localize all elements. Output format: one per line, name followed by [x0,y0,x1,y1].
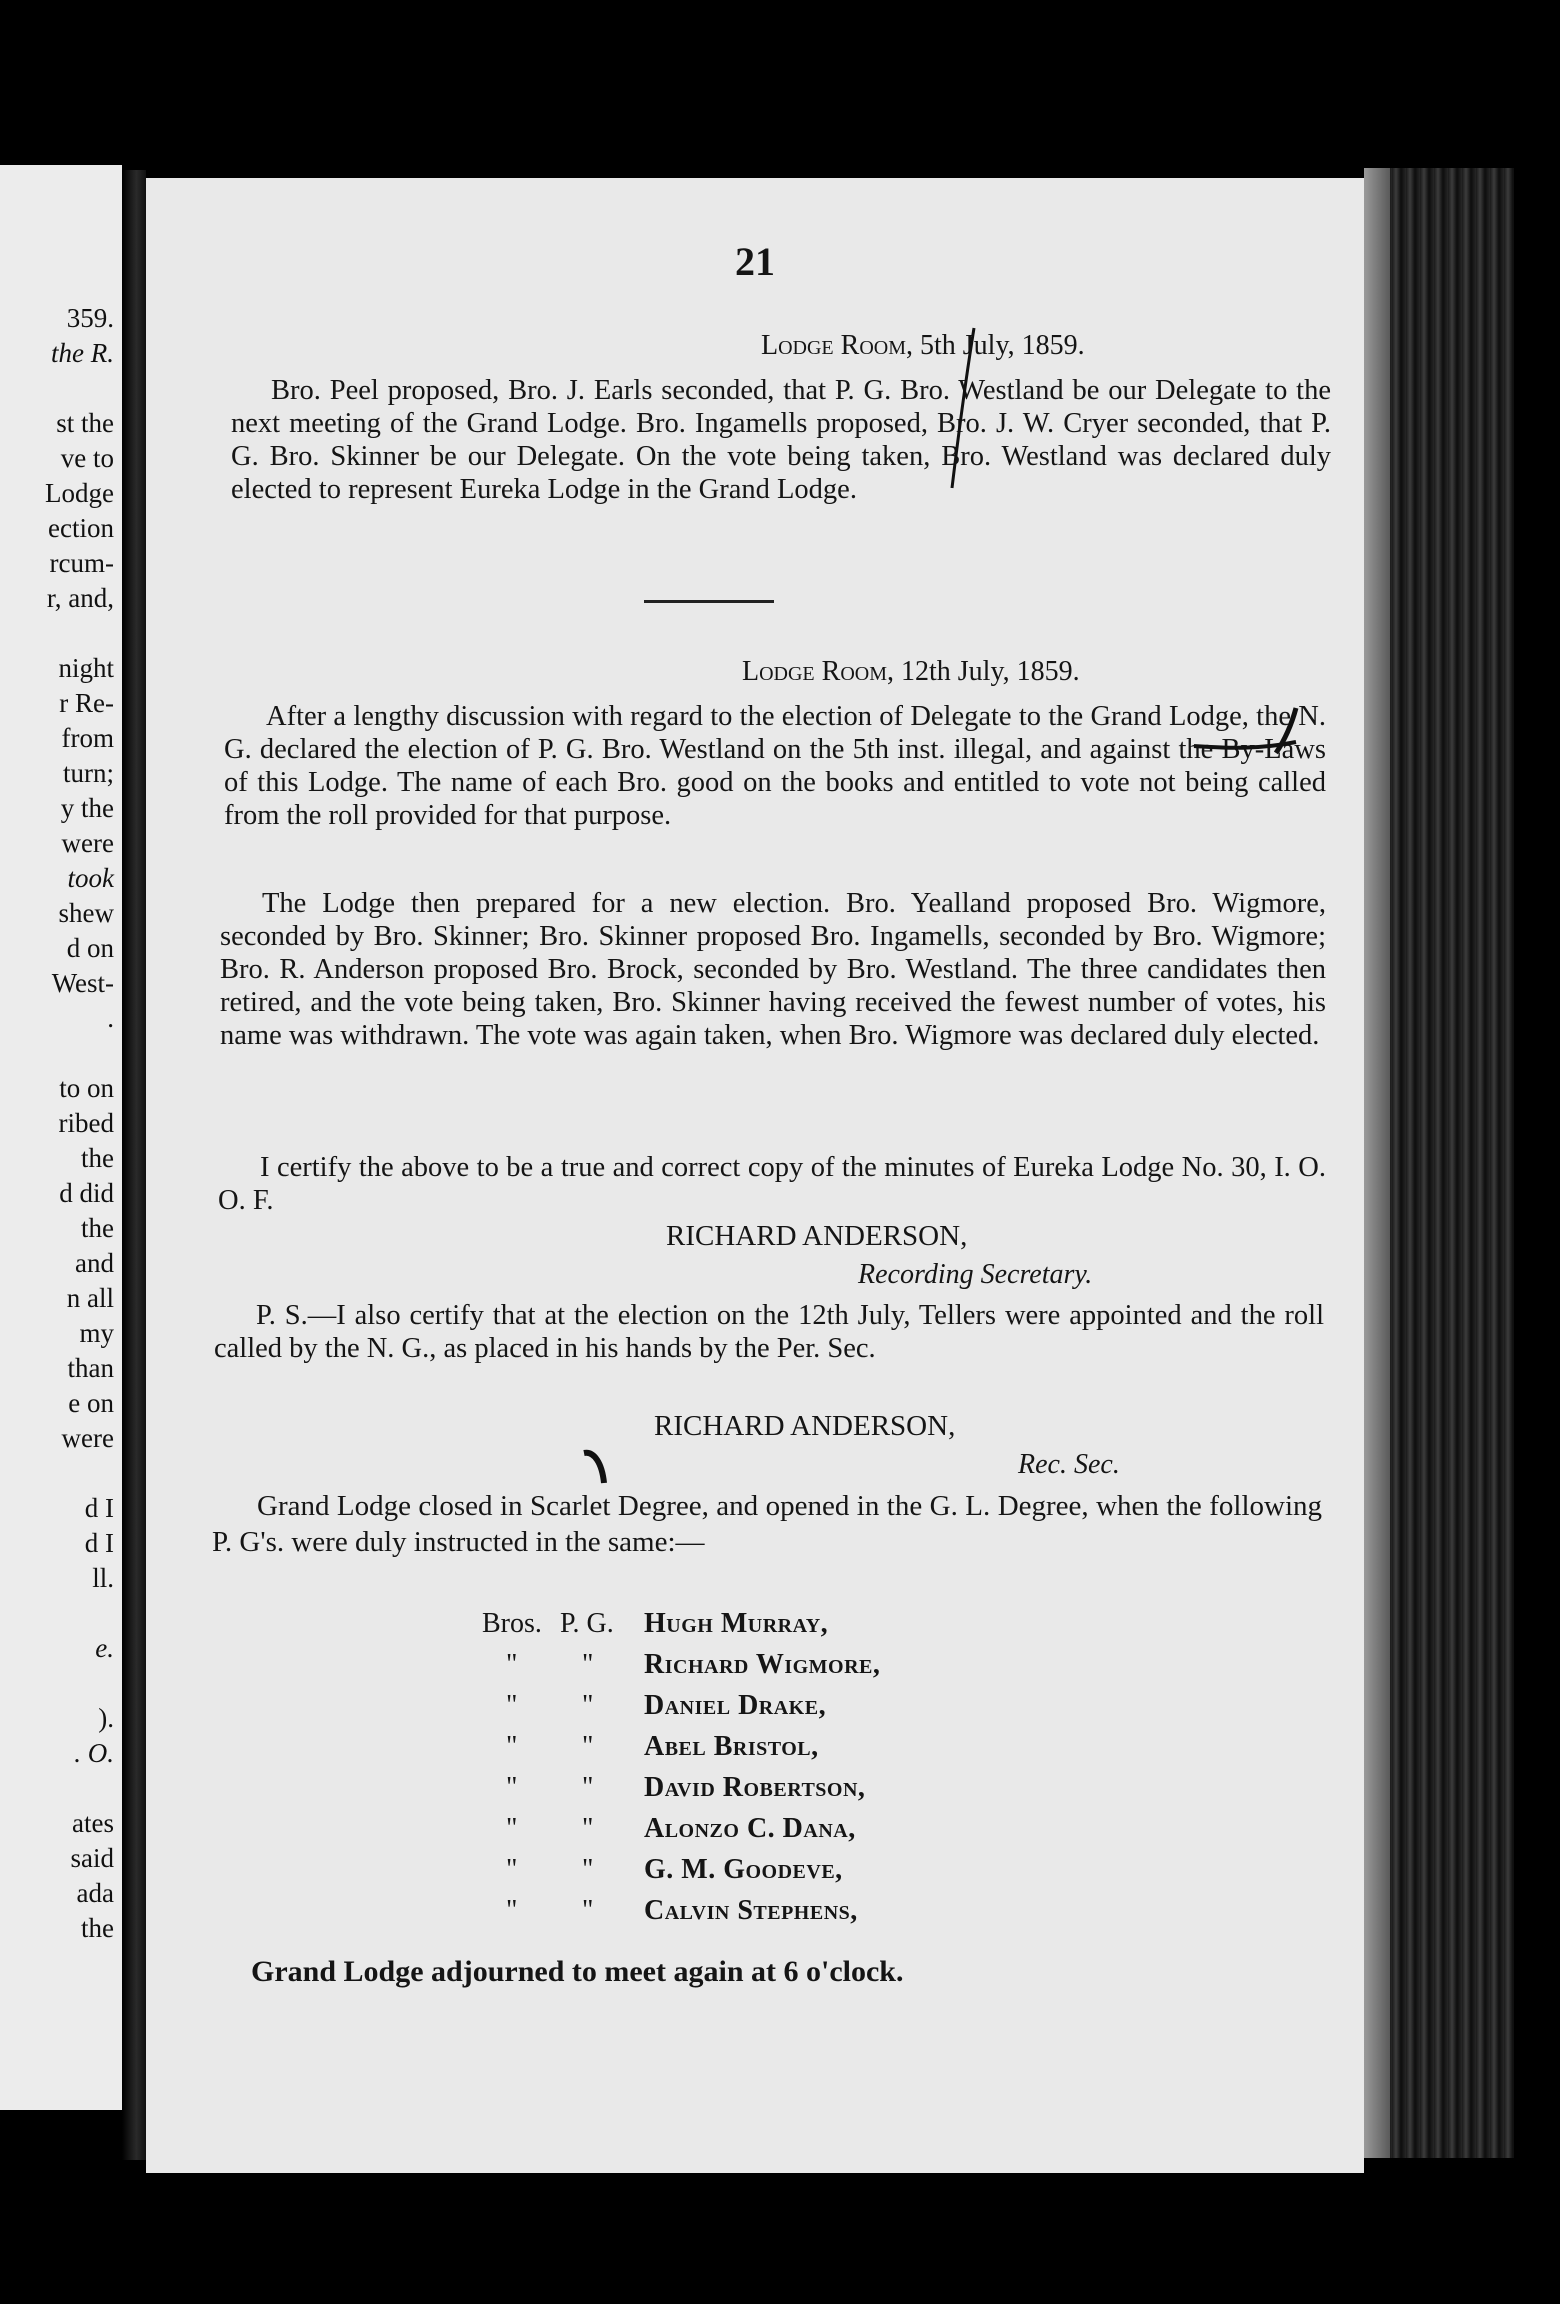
left-page-line: from [61,723,114,753]
adjacent-left-page [0,165,122,2110]
ditto-mark: " [506,1649,518,1680]
document-page [146,178,1364,2173]
left-page-line: r, and, [46,583,114,613]
left-page-line: West- [51,968,114,998]
adjournment-text: Grand Lodge adjourned to meet again at 6 o'clock. [251,1955,904,1988]
ditto-mark: " [582,1854,594,1885]
entry2-heading-label: Lodge Room [742,656,887,687]
pg-label: P. G. [560,1608,614,1639]
left-page-line: ve to [60,443,114,473]
member-name: David Robertson, [644,1772,866,1803]
entry2-heading [742,656,1080,688]
ditto-mark: " [506,1731,518,1762]
left-page-line: took [67,863,114,893]
ps-signature-name: RICHARD ANDERSON, [654,1410,956,1442]
entry2-heading-date: , 12th July, 1859. [887,656,1080,687]
ditto-mark: " [506,1772,518,1803]
left-page-line: shew [58,898,114,928]
section-divider [644,600,774,603]
handwritten-check-stroke [936,318,1006,648]
bros-label: Bros. [482,1608,542,1639]
ditto-mark: " [582,1731,594,1762]
left-page-line: n all [66,1283,114,1313]
left-page-line: ection [48,513,114,543]
left-page-line: ll. [92,1563,114,1593]
left-page-line: were [61,828,114,858]
left-page-line: st the [56,408,114,438]
ditto-mark: " [506,1895,518,1926]
left-page-line: y the [60,793,114,823]
ditto-mark: " [506,1813,518,1844]
signature-name: RICHARD ANDERSON, [666,1220,968,1252]
postscript-text: P. S.—I also certify that at the election on the 12th July, Tellers were appointed and the roll called by the N. G., as placed in his hands by the Per. Sec. [214,1300,1324,1364]
member-name: Daniel Drake, [644,1690,827,1721]
page-number: 21 [735,239,775,284]
book-gutter [122,170,146,2160]
ditto-mark: " [506,1690,518,1721]
ps-signature-title: Rec. Sec. [1018,1449,1120,1480]
left-page-line: rcum- [49,548,114,578]
page-edge-highlight [1364,168,1390,2158]
certification-text: I certify the above to be a true and correct copy of the minutes of Eureka Lodge No. 30, I. O. O. F. [218,1152,1326,1216]
member-name: Alonzo C. Dana, [644,1813,856,1844]
handwritten-tick-mark [1186,698,1316,768]
left-page-line: . [107,1003,114,1033]
entry1-heading-date: , 5th July, 1859. [906,330,1085,361]
left-page-line: ). [98,1703,114,1733]
member-name: Calvin Stephens, [644,1895,858,1926]
closing-text: Grand Lodge closed in Scarlet Degree, and opened in the G. L. Degree, when the following P. G's. were duly instructed in the same:— [212,1490,1322,1558]
left-page-line: ribed [58,1108,114,1138]
left-page-line: were [61,1423,114,1453]
left-page-line: d on [66,933,114,963]
left-page-line: and [75,1248,114,1278]
left-page-line: Lodge [45,478,114,508]
left-page-line: said [70,1843,114,1873]
left-page-line: night [58,653,114,683]
left-page-line: my [79,1318,114,1348]
member-name: Richard Wigmore, [644,1649,881,1680]
left-page-line: to on [59,1073,114,1103]
left-page-line: the R. [51,338,114,368]
entry1-body: Bro. Peel proposed, Bro. J. Earls seconded, that P. G. Bro. Westland be our Delegate to the next meeting of the Grand Lodge. Bro. Ingamells proposed, Bro. J. W. Cryer seconded, that P. G. Bro. Skinner be our Delegate. On the vote being taken, Bro. Westland was declared duly elected to represent Eureka Lodge in the Grand Lodge. [231,375,1331,505]
left-page-line: the [81,1913,114,1943]
entry2-paragraph-2: The Lodge then prepared for a new election. Bro. Yealland proposed Bro. Wigmore, seconded by Bro. Skinner; Bro. Skinner proposed Bro. Ingamells, seconded by Bro. Wigmore; Bro. R. Anderson proposed Bro. Brock, seconded by Bro. Westland. The three candidates then retired, and the vote being taken, Bro. Skinner having received the fewest number of votes, his name was withdrawn. The vote was again taken, when Bro. Wigmore was declared duly elected. [220,888,1326,1051]
left-page-line: turn; [63,758,114,788]
entry1-heading-label: Lodge Room [761,330,906,361]
ditto-mark: " [582,1895,594,1926]
left-page-line: the [81,1213,114,1243]
left-page-line: 359. [66,303,114,333]
ditto-mark: " [506,1854,518,1885]
ditto-mark: " [582,1649,594,1680]
left-page-line: d I [84,1528,114,1558]
left-page-line: e. [95,1633,114,1663]
entry2-paragraph-1: After a lengthy discussion with regard to the election of Delegate to the Grand Lodge, the N. G. declared the election of P. G. Bro. Westland on the 5th inst. illegal, and against the By-Laws of this Lodge. The name of each Bro. good on the books and entitled to vote not being called from the roll provided for that purpose. [224,701,1326,831]
left-page-line: . O. [74,1738,114,1768]
member-name: Abel Bristol, [644,1731,819,1762]
member-name: Hugh Murray, [644,1608,829,1639]
ink-blot-mark [576,1443,616,1493]
ditto-mark: " [582,1690,594,1721]
left-page-line: ada [76,1878,114,1908]
left-page-line: d I [84,1493,114,1523]
left-page-line: d did [59,1178,114,1208]
left-page-line: r Re- [59,688,114,718]
signature-title: Recording Secretary. [858,1259,1093,1290]
left-page-line: the [81,1143,114,1173]
entry1-heading [761,330,1085,362]
ditto-mark: " [582,1813,594,1844]
member-name: G. M. Goodeve, [644,1854,843,1885]
left-page-line: than [67,1353,114,1383]
left-page-line: e on [68,1388,114,1418]
ditto-mark: " [582,1772,594,1803]
left-page-line: ates [72,1808,114,1838]
